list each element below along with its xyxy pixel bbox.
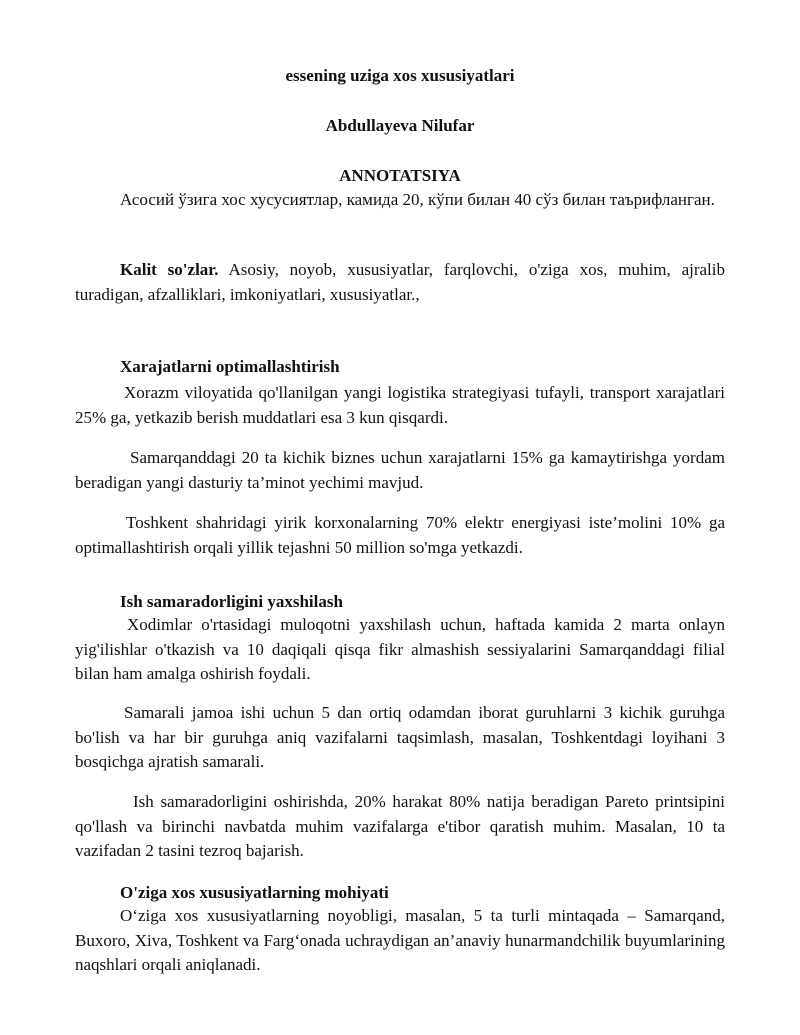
section-paragraph (75, 381, 725, 430)
section-paragraph (75, 701, 725, 775)
section-paragraph (75, 904, 725, 978)
section-paragraph (75, 511, 725, 560)
section-heading: Ish samaradorligini yaxshilash (120, 592, 343, 611)
section-paragraph (75, 790, 725, 864)
paragraph-text: Xodimlar o'rtasidagi muloqotni yaxshilash uchun, haftada kamida 2 marta onlayn yig'ilishlar o'tkazish va 10 daqiqali qisqa fikr almashish sessiyalarini Samarqanddagi filial bilan ham amalga oshirish foydali. (75, 615, 725, 683)
document-title: essening uziga xos xususiyatlari (285, 66, 515, 85)
section-heading: Xarajatlarni optimallashtirish (120, 357, 340, 376)
paragraph-text: Samarqanddagi 20 ta kichik biznes uchun xarajatlarni 15% ga kamaytirishga yordam beradigan yangi dasturiy ta’minot yechimi mavjud. (75, 448, 725, 492)
section-paragraph (75, 613, 725, 687)
paragraph-text: Toshkent shahridagi yirik korxonalarning 70% elektr energiyasi iste’molini 10% ga optimallashtirish orqali yillik tejashni 50 million so'mga yetkazdi. (75, 513, 725, 557)
paragraph-text: Xorazm viloyatida qo'llanilgan yangi logistika strategiyasi tufayli, transport xarajatlari 25% ga, yetkazib berish muddatlari esa 3 kun qisqardi. (75, 383, 725, 427)
keywords-label: Kalit so'zlar. (120, 260, 219, 279)
abstract-heading: ANNOTATSIYA (339, 166, 461, 185)
keywords-text: Asosiy, noyob, xususiyatlar, farqlovchi, o'ziga xos, muhim, ajralib turadigan, afzalliklari, imkoniyatlari, xususiyatlar., (75, 260, 725, 304)
author-name: Abdullayeva Nilufar (325, 116, 475, 135)
keywords-paragraph (75, 258, 725, 307)
section-heading: O'ziga xos xususiyatlarning mohiyati (120, 883, 389, 902)
section-paragraph (75, 446, 725, 495)
abstract-text: Асосий ўзига хос хусусиятлар, камида 20, кўпи билан 40 сўз билан таърифланган. (120, 190, 715, 209)
paragraph-text: Ish samaradorligini oshirishda, 20% harakat 80% natija beradigan Pareto printsipini qo'llash va birinchi navbatda muhim vazifalarga e'tibor qaratish muhim. Masalan, 10 ta vazifadan 2 tasini tezroq bajarish. (75, 792, 725, 860)
paragraph-text: Samarali jamoa ishi uchun 5 dan ortiq odamdan iborat guruhlarni 3 kichik guruhga bo'lish va har bir guruhga aniq vazifalarni taqsimlash, masalan, Toshkentdagi loyihani 3 bosqichga ajratish samarali. (75, 703, 725, 771)
paragraph-text: O‘ziga xos xususiyatlarning noyobligi, masalan, 5 ta turli mintaqada – Samarqand, Buxoro, Xiva, Toshkent va Farg‘onada uchraydigan an’anaviy hunarmandchilik buyumlarining naqshlari orqali aniqlanadi. (75, 906, 725, 974)
abstract-paragraph (75, 188, 725, 213)
